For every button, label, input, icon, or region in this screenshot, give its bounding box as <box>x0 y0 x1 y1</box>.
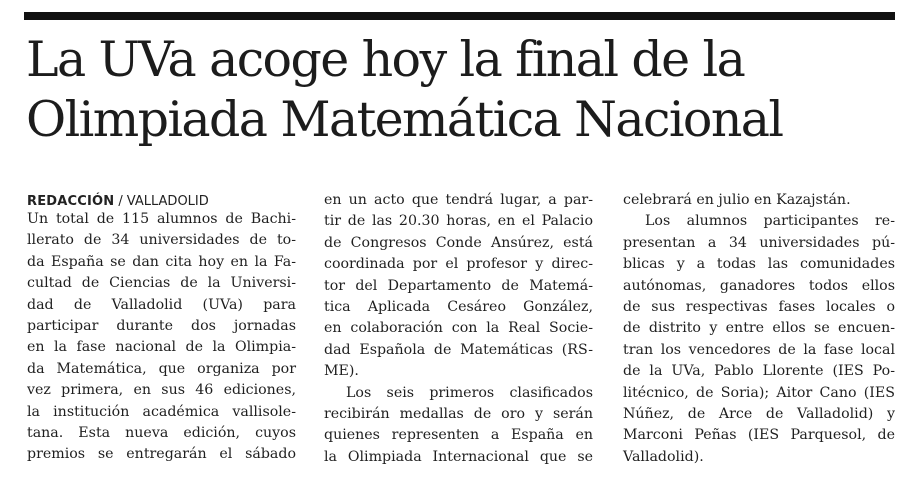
text-line: tran los vencedores de la fase local <box>623 341 895 358</box>
text-line: de distrito y entre ellos se encuen- <box>623 320 895 337</box>
text-line: presentan a 34 universidades pú- <box>623 234 895 251</box>
text-line: participar durante dos jornadas <box>27 318 296 335</box>
text-line: Núñez, de Arce de Valladolid) y <box>623 406 895 423</box>
text-line: blicas y a todas las comunidades <box>623 256 895 273</box>
text-line: Los alumnos participantes re- <box>645 213 895 230</box>
text-line: de Congresos Conde Ansúrez, está <box>324 234 593 251</box>
text-line: tor del Departamento de Matemá- <box>324 277 593 294</box>
byline <box>27 194 209 210</box>
text-line: tica Aplicada Cesáreo González, <box>324 299 593 316</box>
text-line: quienes representen a España en <box>324 427 593 444</box>
article-column-2 <box>324 190 593 468</box>
headline-line: La UVa acoge hoy la final de la <box>26 31 745 88</box>
text-line: celebrará en julio en Kazajstán. <box>623 192 851 208</box>
article-column-3 <box>623 190 895 468</box>
byline-separator: / <box>118 194 123 209</box>
text-line: Marconi Peñas (IES Parquesol, de <box>623 427 895 444</box>
text-line: litécnico, de Soria); Aitor Cano (IES <box>623 384 895 401</box>
text-line: dad Española de Matemáticas (RS- <box>324 341 593 358</box>
text-line: recibirán medallas de oro y serán <box>324 406 593 423</box>
text-line: premios se entregarán el sábado <box>27 446 296 463</box>
text-line: ME). <box>324 363 359 380</box>
article-column-1 <box>27 209 296 466</box>
text-line: tana. Esta nueva edición, cuyos <box>27 425 296 442</box>
text-line: la institución académica vallisole- <box>27 403 296 420</box>
text-line: da Matemática, que organiza por <box>27 360 296 377</box>
text-line: vez primera, en sus 46 ediciones, <box>27 382 296 399</box>
text-line: autónomas, ganadores todos ellos <box>623 277 895 294</box>
text-line: de sus respectivas fases locales o <box>623 299 895 316</box>
text-line: en un acto que tendrá lugar, a par- <box>324 192 593 208</box>
text-line: tir de las 20.30 horas, en el Palacio <box>324 213 593 230</box>
top-rule <box>24 12 895 20</box>
text-line: Los seis primeros clasificados <box>346 384 593 401</box>
headline-line: Olimpiada Matemática Nacional <box>26 91 783 148</box>
text-line: coordinada por el profesor y direc- <box>324 256 593 273</box>
headline <box>26 30 906 150</box>
text-line: la Olimpiada Internacional que se <box>324 448 593 465</box>
byline-location: VALLADOLID <box>126 194 209 209</box>
text-line: dad de Valladolid (UVa) para <box>27 296 296 313</box>
text-line: en colaboración con la Real Socie- <box>324 320 593 337</box>
text-line: da España se dan cita hoy en la Fa- <box>27 253 296 270</box>
byline-author: REDACCIÓN <box>27 194 115 209</box>
text-line: cultad de Ciencias de la Universi- <box>27 275 296 292</box>
text-line: de la UVa, Pablo Llorente (IES Po- <box>623 363 895 380</box>
text-line: Valladolid). <box>623 448 704 465</box>
text-line: en la fase nacional de la Olimpia- <box>27 339 296 356</box>
text-line: llerato de 34 universidades de to- <box>27 232 296 249</box>
text-line: Un total de 115 alumnos de Bachi- <box>27 211 296 227</box>
